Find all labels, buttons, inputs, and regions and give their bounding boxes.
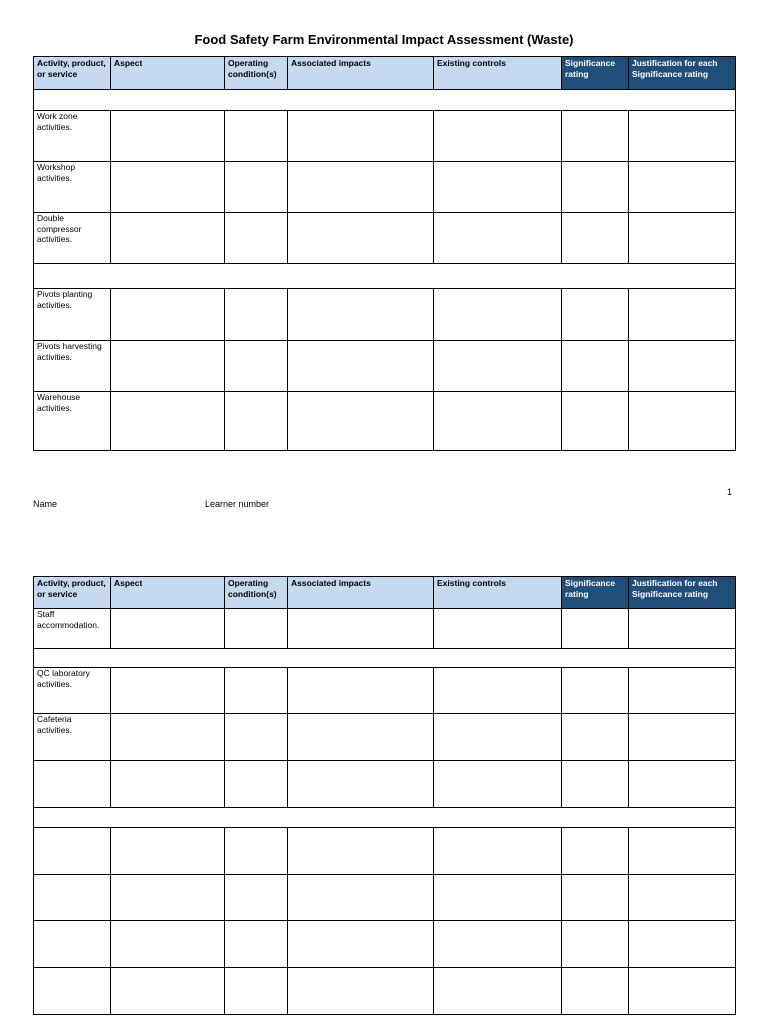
empty-cell (629, 341, 736, 392)
empty-cell (629, 714, 736, 761)
header-justification: Justification for each Significance rating (629, 57, 736, 90)
empty-cell (629, 162, 736, 213)
empty-cell (562, 668, 629, 714)
assessment-table-1 (33, 56, 736, 451)
header-activity: Activity, product, or service (34, 57, 111, 90)
empty-cell (111, 828, 225, 875)
activity-cell: QC laboratory activities. (34, 668, 111, 714)
table-row (34, 392, 736, 451)
table-row (34, 609, 736, 649)
header-existing-controls: Existing controls (434, 57, 562, 90)
divider-cell (34, 649, 736, 668)
empty-cell (434, 828, 562, 875)
empty-cell (225, 875, 288, 921)
empty-cell (225, 968, 288, 1015)
page-title: Food Safety Farm Environmental Impact Assessment (Waste) (194, 32, 574, 47)
activity-cell: Work zone activities. (34, 111, 111, 162)
empty-cell (111, 714, 225, 761)
empty-cell (288, 668, 434, 714)
header-operating-conditions: Operating condition(s) (225, 57, 288, 90)
activity-cell: Workshop activities. (34, 162, 111, 213)
activity-cell: Double compressor activities. (34, 213, 111, 264)
table-row (34, 341, 736, 392)
empty-cell (225, 341, 288, 392)
header-row (34, 577, 736, 609)
empty-cell (288, 714, 434, 761)
header-existing-controls: Existing controls (434, 577, 562, 609)
empty-cell (434, 392, 562, 451)
empty-cell (111, 341, 225, 392)
activity-cell: Pivots planting activities. (34, 289, 111, 341)
empty-cell (225, 162, 288, 213)
activity-cell (34, 761, 111, 808)
header-operating-conditions: Operating condition(s) (225, 577, 288, 609)
empty-cell (288, 761, 434, 808)
header-significance-rating: Significance rating (562, 577, 629, 609)
empty-cell (629, 875, 736, 921)
header-row (34, 57, 736, 90)
header-activity: Activity, product, or service (34, 577, 111, 609)
table-row (34, 828, 736, 875)
empty-cell (225, 213, 288, 264)
table-row (34, 111, 736, 162)
empty-cell (562, 714, 629, 761)
activity-cell (34, 968, 111, 1015)
empty-cell (629, 968, 736, 1015)
empty-cell (434, 162, 562, 213)
empty-cell (288, 162, 434, 213)
table-row (34, 289, 736, 341)
empty-cell (111, 921, 225, 968)
empty-cell (288, 828, 434, 875)
empty-cell (562, 609, 629, 649)
empty-cell (288, 875, 434, 921)
empty-cell (629, 289, 736, 341)
empty-cell (111, 213, 225, 264)
table-row (34, 213, 736, 264)
header-significance-rating: Significance rating (562, 57, 629, 90)
page-number: 1 (727, 487, 733, 497)
empty-cell (288, 392, 434, 451)
activity-cell (34, 875, 111, 921)
empty-cell (288, 213, 434, 264)
empty-cell (225, 714, 288, 761)
empty-cell (111, 289, 225, 341)
empty-cell (288, 609, 434, 649)
empty-cell (225, 828, 288, 875)
empty-cell (434, 668, 562, 714)
table-row (34, 714, 736, 761)
empty-cell (562, 213, 629, 264)
table-row (34, 761, 736, 808)
section-divider-row (34, 649, 736, 668)
empty-cell (288, 341, 434, 392)
empty-cell (629, 609, 736, 649)
empty-cell (562, 289, 629, 341)
empty-cell (111, 162, 225, 213)
table-row (34, 875, 736, 921)
empty-cell (562, 162, 629, 213)
header-associated-impacts: Associated impacts (288, 57, 434, 90)
activity-cell (34, 921, 111, 968)
empty-cell (562, 111, 629, 162)
activity-cell: Staff accommodation. (34, 609, 111, 649)
section-divider-row (34, 808, 736, 828)
empty-cell (562, 875, 629, 921)
divider-cell (34, 264, 736, 289)
empty-cell (288, 968, 434, 1015)
empty-cell (434, 875, 562, 921)
header-aspect: Aspect (111, 57, 225, 90)
empty-cell (111, 668, 225, 714)
empty-cell (288, 289, 434, 341)
empty-cell (434, 213, 562, 264)
empty-cell (288, 111, 434, 162)
empty-cell (225, 289, 288, 341)
empty-cell (562, 828, 629, 875)
table-row (34, 162, 736, 213)
empty-cell (562, 341, 629, 392)
empty-cell (434, 341, 562, 392)
empty-cell (225, 392, 288, 451)
activity-cell: Cafeteria activities. (34, 714, 111, 761)
empty-cell (111, 111, 225, 162)
empty-cell (562, 921, 629, 968)
footer-learner-number-label: Learner number (205, 499, 270, 509)
empty-cell (288, 921, 434, 968)
empty-cell (111, 761, 225, 808)
empty-cell (434, 289, 562, 341)
header-justification: Justification for each Significance rating (629, 577, 736, 609)
empty-cell (111, 609, 225, 649)
empty-cell (562, 392, 629, 451)
table-row (34, 968, 736, 1015)
empty-cell (434, 761, 562, 808)
empty-cell (111, 968, 225, 1015)
empty-cell (434, 609, 562, 649)
empty-cell (629, 761, 736, 808)
empty-cell (225, 761, 288, 808)
empty-cell (629, 111, 736, 162)
divider-cell (34, 808, 736, 828)
empty-cell (629, 921, 736, 968)
section-divider-row (34, 264, 736, 289)
divider-cell (34, 90, 736, 111)
activity-cell: Pivots harvesting activities. (34, 341, 111, 392)
empty-cell (629, 213, 736, 264)
empty-cell (225, 111, 288, 162)
empty-cell (562, 761, 629, 808)
header-associated-impacts: Associated impacts (288, 577, 434, 609)
empty-cell (225, 921, 288, 968)
activity-cell: Warehouse activities. (34, 392, 111, 451)
table-row (34, 668, 736, 714)
activity-cell (34, 828, 111, 875)
empty-cell (434, 968, 562, 1015)
empty-cell (111, 875, 225, 921)
empty-cell (434, 111, 562, 162)
empty-cell (434, 921, 562, 968)
empty-cell (629, 668, 736, 714)
footer-name-label: Name (33, 499, 58, 509)
empty-cell (225, 668, 288, 714)
empty-cell (434, 714, 562, 761)
table-row (34, 921, 736, 968)
header-aspect: Aspect (111, 577, 225, 609)
empty-cell (629, 392, 736, 451)
assessment-table-2 (33, 576, 736, 1015)
empty-cell (629, 828, 736, 875)
empty-cell (111, 392, 225, 451)
empty-cell (562, 968, 629, 1015)
empty-cell (225, 609, 288, 649)
section-divider-row (34, 90, 736, 111)
